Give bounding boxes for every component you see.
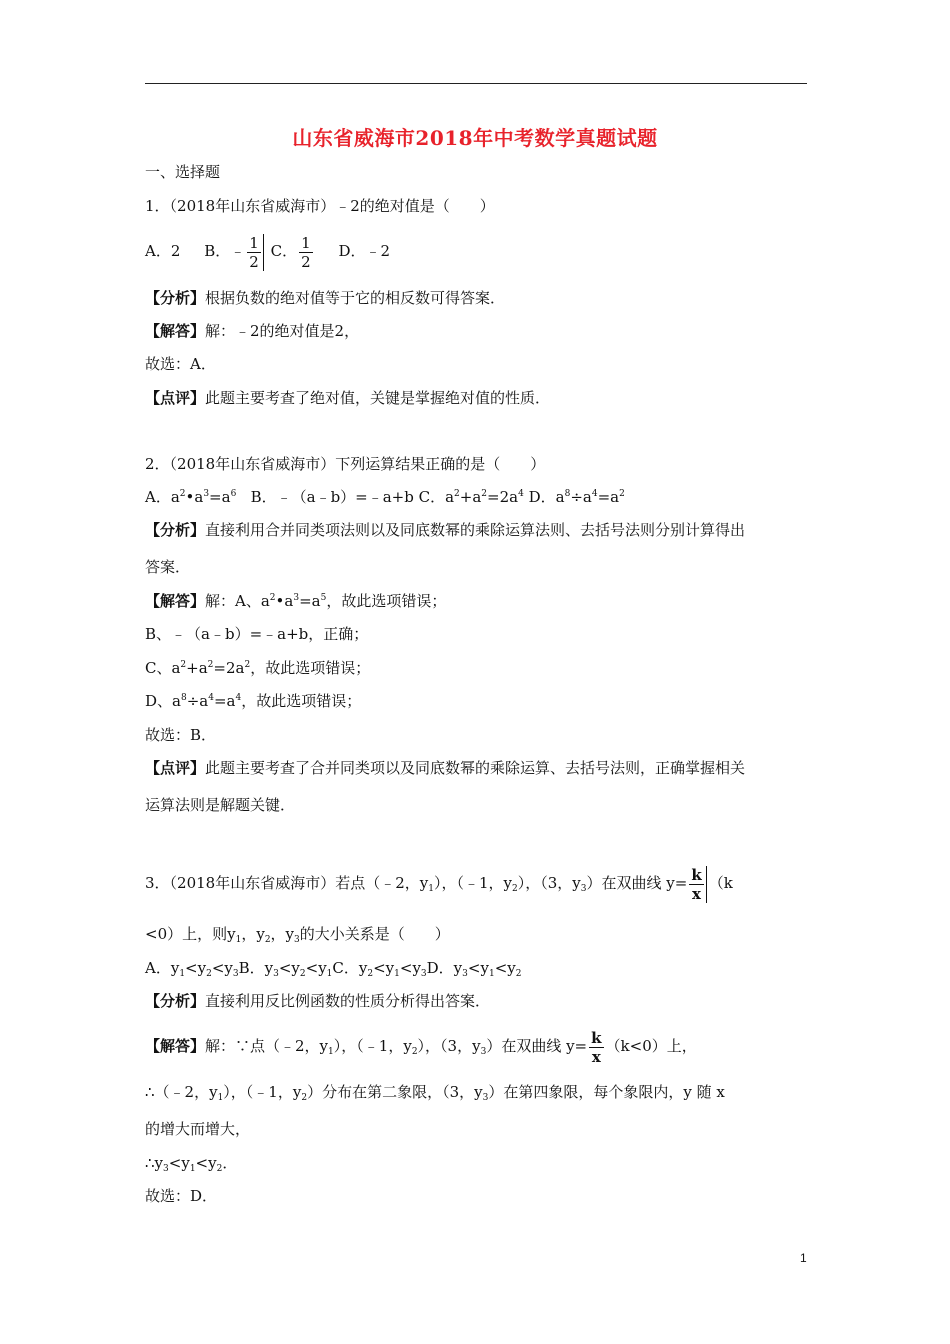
q3-analysis: 【分析】直接利用反比例函数的性质分析得出答案． (145, 992, 491, 1010)
q3-choose: 故选：D． (145, 1187, 218, 1205)
q3-solution-2: ∴（﹣2，$y_1$），（﹣1，$y_2$）分布在第二象限，（3，$y_3$）在第四象限，每个象限内，y 随 x (145, 1083, 725, 1103)
q1-choose: 故选：A． (145, 355, 216, 373)
page-number: 1 (800, 1251, 807, 1265)
q3-stem-cont: <0）上，则$y_1$，$y_2$，$y_3$的大小关系是（ ） (145, 925, 450, 945)
q2-analysis-cont: 答案． (145, 558, 191, 576)
page-title: 山东省威海市2018年中考数学真题试题 (292, 126, 658, 150)
q1-stem: 1．（2018年山东省威海市）﹣2的绝对值是（ ） (145, 197, 495, 215)
q2-comment-cont: 运算法则是解题关键． (145, 796, 296, 814)
q2-solution-c: C、$a^2+a^2=2a^2$，故此选项错误； (145, 659, 371, 677)
q3-stem-fraction: $\frac{k}{x}$ (689, 866, 706, 903)
q1-options (145, 231, 390, 271)
q2-solution: 【解答】解：A、$a^2•a^3=a^5$，故此选项错误； (145, 592, 447, 610)
q2-options: A．$a^2•a^3=a^6$ B．﹣（a﹣b）=﹣a+b C．$a^2+a^2=2a^4$ D．$a^8\div a^4=a^2$ (145, 488, 625, 506)
q1-analysis: 【分析】根据负数的绝对值等于它的相反数可得答案． (145, 289, 506, 307)
q1-option-b-fraction: $\frac{1}{2}$ (247, 234, 264, 271)
q2-choose: 故选：B． (145, 726, 217, 744)
q3-solution-fraction: $\frac{k}{x}$ (591, 1028, 602, 1066)
q1-option-c: C． (270, 242, 298, 260)
q2-stem: 2．（2018年山东省威海市）下列运算结果正确的是（ ） (145, 455, 546, 473)
q3-stem: 3．（2018年山东省威海市）若点（﹣2，$y_1$），（﹣1，$y_2$），（3，$y_3$）在双曲线 y= $\frac{k}{x}$ （k (145, 865, 733, 903)
q1-comment: 【点评】此题主要考查了绝对值，关键是掌握绝对值的性质． (145, 389, 551, 407)
q3-options: A．$y_1<y_2<y_3B$．$y_3<y_2<y_1C$．$y_2<y_1<y_3D$．$y_3<y_1<y_2$ (145, 959, 522, 979)
q3-solution: 【解答】解：∵点（﹣2，$y_1$），（﹣1，$y_2$），（3，$y_3$）在双曲线 y= $\frac{k}{x}$ （k<0）上， (145, 1028, 697, 1066)
q1-option-c-fraction: $\frac{1}{2}$ (301, 233, 311, 271)
header-rule (145, 83, 807, 84)
q3-solution-3: 的增大而增大， (145, 1120, 251, 1138)
q1-solution: 【解答】解：﹣2的绝对值是2， (145, 322, 360, 340)
q1-option-b: B．﹣ (204, 242, 246, 260)
q2-comment: 【点评】此题主要考查了合并同类项以及同底数幂的乘除运算、去括号法则，正确掌握相关 (145, 759, 746, 777)
q2-solution-d: D、$a^8\div a^4=a^4$，故此选项错误； (145, 692, 362, 710)
q3-solution-4: $\therefore y_3<y_1<y_2$． (145, 1154, 238, 1174)
q2-solution-b: B、﹣（a﹣b）=﹣a+b，正确； (145, 625, 369, 643)
q1-option-d: D．﹣2 (338, 242, 391, 260)
section-heading: 一、选择题 (145, 163, 221, 181)
q2-analysis: 【分析】直接利用合并同类项法则以及同底数幂的乘除运算法则、去括号法则分别计算得出 (145, 521, 746, 539)
q1-option-a: A．2 (145, 242, 181, 260)
